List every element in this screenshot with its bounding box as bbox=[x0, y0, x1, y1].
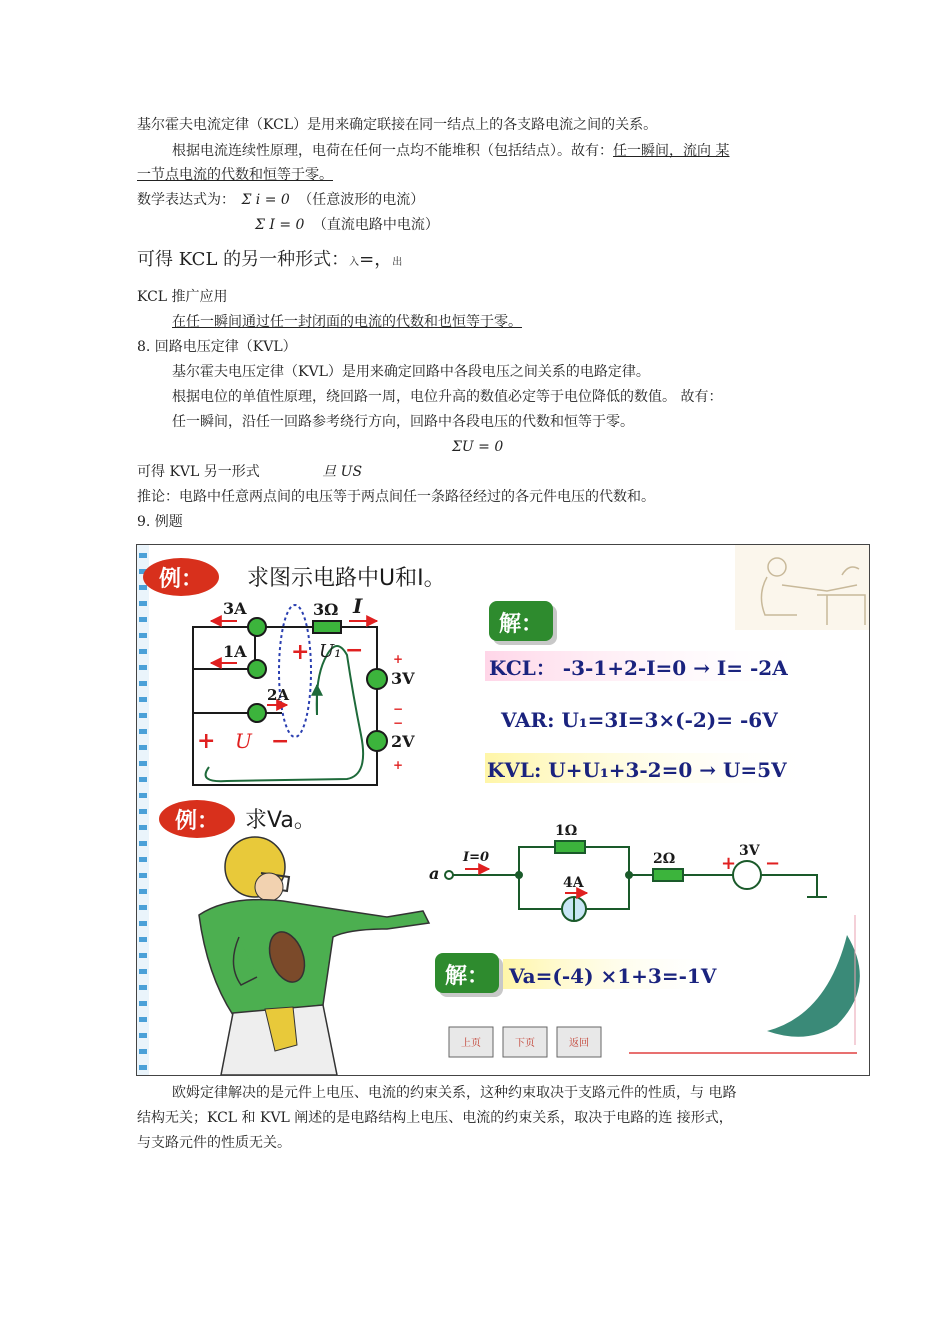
kcl-principle bbox=[172, 142, 729, 160]
kcl-alt-label: 可得 KCL 的另一种形式： bbox=[137, 249, 350, 270]
label-i0: I=0 bbox=[463, 850, 490, 865]
example-slide bbox=[136, 544, 870, 1076]
math-label: 数学表达式为： bbox=[137, 192, 235, 208]
kcl-principle-text: 根据电流连续性原理，电荷在任何一点均不能堆积（包括结点）。故有： bbox=[172, 143, 613, 159]
label-3a: 3A bbox=[223, 599, 247, 618]
kcl-statement-start: 任一瞬间，流向 某 bbox=[613, 143, 730, 159]
label-1a: 1A bbox=[223, 642, 247, 661]
nav-prev-label: 上页 bbox=[461, 1038, 481, 1049]
kvl-principle: 根据电位的单值性原理，绕回路一周，电位升高的数值必定等于电位降低的数值。 故有： bbox=[172, 389, 723, 405]
solution-kcl: KCL： -3-1+2-I=0 → I= -2A bbox=[489, 656, 788, 680]
nav-prev-button[interactable] bbox=[449, 1027, 493, 1057]
label-u: U bbox=[235, 729, 252, 753]
example1-badge bbox=[143, 558, 219, 596]
label-i: I bbox=[353, 594, 363, 618]
left-strip bbox=[137, 545, 149, 1075]
kvl-corollary: 推论：电路中任意两点间的电压等于两点间任一条路径经过的各元件电压的代数和。 bbox=[137, 489, 655, 505]
solution2-badge-text: 解： bbox=[444, 964, 490, 989]
kcl-eq-dc-note: （直流电路中电流） bbox=[312, 217, 439, 233]
label-3v-source-minus: − bbox=[765, 853, 781, 874]
nav-back-button[interactable] bbox=[557, 1027, 601, 1057]
conclusion-line-2: 结构无关；KCL 和 KVL 阐述的是电路结构上电压、电流的约束关系，取决于电路的连 接形式， bbox=[137, 1110, 733, 1126]
kvl-alt-form bbox=[137, 463, 362, 481]
label-u-plus: + bbox=[197, 728, 216, 754]
label-2v-minus: − bbox=[393, 716, 404, 730]
kcl-definition: 基尔霍夫电流定律（KCL）是用来确定联接在同一结点上的各支路电流之间的关系。 bbox=[137, 117, 658, 133]
circuit2-labels bbox=[429, 823, 780, 891]
kcl-alt-eq: =， bbox=[359, 249, 393, 270]
nav-next-label: 下页 bbox=[515, 1038, 535, 1049]
label-2ohm: 2Ω bbox=[653, 851, 676, 867]
kcl-eq-dc: Σ I = 0 bbox=[255, 217, 305, 233]
label-1ohm: 1Ω bbox=[555, 823, 578, 839]
kcl-math-1 bbox=[137, 191, 424, 209]
label-3v-source-plus: + bbox=[721, 853, 737, 874]
football-player-illustration bbox=[199, 837, 429, 1075]
writing-person-sketch bbox=[735, 545, 869, 630]
label-u1-plus: + bbox=[291, 639, 310, 665]
label-3v-source: 3V bbox=[739, 843, 760, 859]
label-4a: 4A bbox=[563, 875, 584, 891]
solution-var: VAR: U₁=3I=3×(-2)= -6V bbox=[501, 708, 778, 732]
label-2v: 2V bbox=[391, 732, 415, 751]
nav-back-label: 返回 bbox=[569, 1038, 589, 1049]
kvl-equation: ΣU = 0 bbox=[452, 439, 504, 455]
label-2v-plus: + bbox=[393, 758, 404, 772]
closed-surface bbox=[279, 605, 311, 737]
nav-next-button[interactable] bbox=[503, 1027, 547, 1057]
example-heading: 9. 例题 bbox=[137, 514, 183, 530]
kcl-extension-statement: 在任一瞬间通过任一封闭面的电流的代数和也恒等于零。 bbox=[172, 314, 522, 330]
kvl-alt-eq: 旦 US bbox=[322, 464, 363, 480]
kvl-alt-label: 可得 KVL 另一形式 bbox=[137, 464, 260, 480]
example1-badge-text: 例： bbox=[158, 567, 204, 592]
solution2-badge bbox=[435, 953, 503, 997]
kvl-statement: 任一瞬间，沿任一回路参考绕行方向，回路中各段电压的代数和恒等于零。 bbox=[172, 414, 634, 430]
kcl-alt-out: 出 bbox=[392, 257, 403, 268]
example2-title: 求Va。 bbox=[245, 808, 316, 833]
label-u1-minus: − bbox=[345, 637, 364, 663]
solution-kvl: KVL: U+U₁+3-2=0 → U=5V bbox=[487, 758, 787, 782]
kcl-math-2 bbox=[255, 216, 439, 234]
label-3v: 3V bbox=[391, 669, 415, 688]
solution1-badge-text: 解： bbox=[498, 612, 544, 637]
label-u-minus: − bbox=[271, 728, 290, 754]
solution-va: Va=(-4) ×1+3=-1V bbox=[509, 964, 717, 988]
slide-svg bbox=[137, 545, 869, 1075]
conclusion-line-3: 与支路元件的性质无关。 bbox=[137, 1135, 291, 1151]
conclusion-line-1: 欧姆定律解决的是元件上电压、电流的约束关系，这种约束取决于支路元件的性质，与 电路 bbox=[172, 1085, 737, 1101]
example1-title: 求图示电路中U和I。 bbox=[247, 566, 446, 591]
kvl-heading: 8. 回路电压定律（KVL） bbox=[137, 339, 297, 355]
kcl-eq-i: Σ i = 0 bbox=[241, 192, 290, 208]
kcl-statement-end: 一节点电流的代数和恒等于零。 bbox=[137, 167, 333, 183]
solution1-badge bbox=[489, 601, 557, 645]
kvl-definition: 基尔霍夫电压定律（KVL）是用来确定回路中各段电压之间关系的电路定律。 bbox=[172, 364, 650, 380]
kcl-eq-i-note: （任意波形的电流） bbox=[298, 192, 425, 208]
kcl-extension-title: KCL 推广应用 bbox=[137, 289, 228, 305]
label-a: a bbox=[429, 864, 440, 883]
label-3v-minus: − bbox=[393, 702, 404, 716]
example2-badge bbox=[159, 800, 235, 838]
label-3ohm: 3Ω bbox=[313, 600, 339, 619]
kcl-alt-in: 入 bbox=[349, 257, 360, 268]
label-u1: U₁ bbox=[319, 641, 342, 662]
label-3v-plus: + bbox=[393, 652, 404, 666]
label-2a: 2A bbox=[267, 686, 290, 704]
kcl-alt-form bbox=[137, 249, 402, 274]
example2-badge-text: 例： bbox=[174, 809, 220, 834]
